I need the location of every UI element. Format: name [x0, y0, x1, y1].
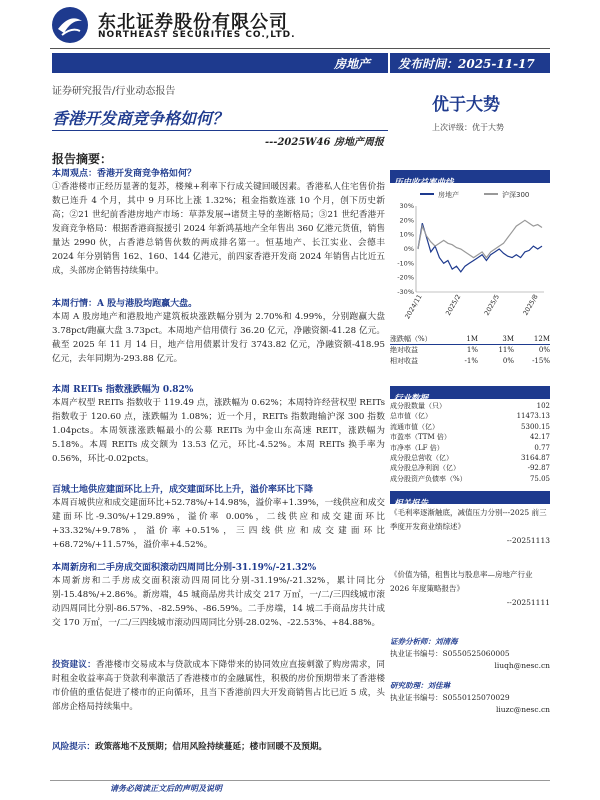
industry-label: 总市值（亿）: [390, 412, 432, 421]
industry-label: 成分股资产负债率（%）: [390, 474, 467, 483]
weekly-tag: ---2025W46 房地产周报: [265, 137, 384, 148]
y-tick-label: -30%: [397, 288, 414, 296]
industry-value: 42.17: [529, 433, 550, 442]
related-report-2[interactable]: [390, 568, 550, 610]
industry-label: 成分股总营收（亿）: [390, 453, 453, 462]
x-tick-label: 2025/8: [521, 293, 540, 317]
industry-value: 3164.87: [521, 453, 550, 462]
reits-text: 本周产权型 REITs 指数收于 119.49 点，涨跌幅为 0.62%；本周特许经营权型 REITs 指数收于 120.60 点，涨跌幅为 1.08%；近一个月，REITs 指数跑输沪深 300 指数 1.04pcts。本周领涨涨跌幅最小的公募 REITs 为中金山东高速 REIT，涨跌幅为 5.18%。本周 REITs 成交额为 13.53 亿元，环比-4.52%。本周 REITs 换手率为 0.56%，环比-0.02pcts。: [52, 398, 385, 464]
analyst-role: 证券分析师：刘清海: [390, 637, 458, 646]
industry-row: [390, 474, 550, 484]
perf-header-3m: 3M: [502, 335, 514, 343]
industry-row: [390, 422, 550, 432]
legend-label: 沪深300: [502, 191, 530, 199]
housing-text: 本周新房和二手房成交面积滚动四周同比分别-31.19%/-21.32%，累计同比分别-15.48%/+2.86%。新房端，45 城商品房共计成交 217 万㎡，一/二/三四线城市滚动四周同比分别-86.57%、-82.59%、-86.59%。二手房端，14 城二手商品房共计成交 170 万㎡，一/二/三四线城市滚动四周同比分别-28.02%、-22.53%、+84.88%。: [52, 576, 385, 628]
view-heading: 本周观点：香港开发商竞争格如何？: [52, 169, 197, 179]
industry-value: -92.87: [527, 464, 550, 473]
industry-row: [390, 453, 550, 463]
title-divider: [52, 130, 388, 131]
previous-rating: 上次评级：优于大势: [432, 123, 504, 132]
y-tick-label: -10%: [397, 259, 414, 268]
perf-row-label: 相对收益: [390, 356, 418, 365]
perf-cell: 11%: [498, 346, 514, 355]
industry-row: [390, 463, 550, 473]
land-text: 本周百城供应和成交建面环比+52.78%/+14.98%，溢价率+1.39%，一线供应和成交建面环比-9.30%/+129.89%，溢价率 0.00%，二线供应和成交建面环比+33.32%/+9.78%，溢价率+0.51%，三四线供应和成交建面环比+68.72%/+11.57%，溢价率+4.52%。: [52, 498, 385, 550]
perf-table: [390, 334, 550, 366]
sector-tag: 房地产: [333, 57, 370, 71]
land-heading: 百城土地供应建面环比上升，成交建面环比上升，溢价率环比下降: [52, 485, 314, 495]
analyst-email[interactable]: liuzc@nesc.cn: [495, 705, 550, 714]
related-report-date: --20251111: [506, 598, 550, 607]
risk-block: [52, 740, 385, 754]
footer-note: 请务必阅读正文后的声明及说明: [110, 783, 222, 793]
industry-value: 75.05: [529, 474, 550, 483]
advice-block: [52, 658, 385, 714]
industry-label: 流通市值（亿）: [390, 422, 439, 431]
related-title-bar: [390, 491, 550, 509]
company-name-cn: 东北证券股份有限公司: [98, 12, 288, 33]
x-tick-label: 2025/5: [482, 293, 502, 317]
footer-divider: [50, 780, 550, 781]
perf-header-1m: 1M: [466, 335, 478, 343]
risk-text: 政策落地不及预期；信用风险持续蔓延；楼市回暖不及预期。: [94, 742, 328, 752]
series-line-csi300: [418, 220, 542, 257]
related-report-1[interactable]: [390, 506, 550, 548]
analyst-2: [390, 680, 550, 716]
chart-title-bar: [390, 170, 550, 188]
related-title: 相关报告: [394, 499, 429, 509]
series-line-real-estate: [418, 223, 542, 272]
perf-header-label: 涨跌幅（%）: [390, 335, 432, 343]
perf-cell: 0%: [502, 356, 514, 365]
y-tick-label: 10%: [399, 230, 414, 239]
perf-table-header: [390, 334, 550, 345]
perf-cell: 0%: [538, 346, 550, 355]
perf-cell: 1%: [466, 346, 478, 355]
stock-heading: 本周行情：A 股与港股均跑赢大盘。: [52, 299, 198, 309]
industry-value: 11473.13: [516, 412, 550, 421]
perf-row-label: 绝对收益: [390, 346, 418, 355]
report-type: 证券研究报告/行业动态报告: [52, 86, 176, 97]
reits-heading: 本周 REITs 指数涨跌幅为 0.82%: [52, 385, 194, 395]
analyst-1: [390, 636, 550, 672]
x-tick-label: 2024/11: [403, 293, 424, 321]
industry-label: 市净率（LF 倍）: [390, 443, 444, 452]
industry-table: [390, 401, 550, 484]
y-tick-label: -20%: [397, 273, 414, 282]
publish-date: 发布时间：2025-11-17: [398, 57, 535, 71]
perf-row: [390, 356, 550, 366]
industry-row: [390, 401, 550, 411]
header-divider: [50, 48, 550, 49]
x-tick-label: 2025/2: [444, 293, 463, 317]
rating: 优于大势: [432, 95, 500, 115]
advice-text: 香港楼市交易成本与贷款成本下降带来的协同效应直接刺激了购房需求，同时租金收益率高于贷款利率激活了香港楼市的金融属性，积极的房价预期带来了香港楼市价值的重估促进了楼市的正向循环，且当下香港前四大开发商销售占比已近 5 成，头部房企格局持续集中。: [52, 660, 385, 712]
analyst-role: 研究助理：刘佳琳: [390, 681, 450, 690]
analyst-cert: 执业证书编号：S0550125070029: [390, 693, 510, 702]
perf-cell: -1%: [464, 356, 478, 365]
legend-label: 房地产: [438, 191, 459, 199]
industry-label: 成分股总净利润（亿）: [390, 464, 460, 473]
y-tick-label: 0%: [403, 245, 414, 253]
related-report-title[interactable]: 《价值为锚，租售比与股息率—房地产行业 2026 年度策略报告》: [390, 570, 533, 593]
summary-heading: 报告摘要：: [52, 152, 113, 166]
industry-label: 成分股数量（只）: [390, 402, 446, 410]
analyst-email[interactable]: liuqh@nesc.cn: [494, 661, 550, 670]
y-tick-label: 30%: [399, 202, 414, 210]
industry-title-bar: [390, 386, 550, 404]
industry-label: 市盈率（TTM 倍）: [390, 433, 451, 442]
return-chart: [390, 184, 550, 324]
related-report-date: --20251113: [506, 536, 550, 545]
view-text: ①香港楼市正经历显著的复苏，楼辣+利率下行成关键回暖因素。香港私人住宅售价指数已连升 4 个月，其中 9 月环比上涨 1.32%；租金指数连涨 10 个月，创下历史新高；②21 世纪前香港房地产市场：草莽发展→诸贤主导的垄断格局；③21 世纪香港开发商竞争格局：根据香港商报援引 2024 年新鸿基地产全年售出 360 亿港元货值，销售量达 2990 伙，占香港总销售伙数的两成排名第一。恒基地产、长江实业、会德丰 2024 年分别销售 162、160、144 亿港元，前四家香港开发商 2024 年销售占比近五成，头部房企销售持续集中。: [52, 182, 385, 276]
chart-title: 历史收益率曲线: [394, 178, 454, 188]
risk-heading: 风险提示：: [52, 742, 95, 752]
industry-title: 行业数据: [394, 394, 429, 404]
industry-value: 102: [536, 402, 550, 410]
housing-heading: 本周新房和二手房成交面积滚动四周同比分别-31.19%/-21.32%: [52, 563, 317, 573]
industry-value: 0.77: [534, 443, 550, 452]
industry-row: [390, 411, 550, 421]
industry-row: [390, 432, 550, 442]
analyst-cert: 执业证书编号：S0550525060005: [390, 649, 510, 658]
y-tick-label: 20%: [399, 216, 414, 225]
industry-value: 5300.15: [521, 422, 550, 431]
company-name-en: NORTHEAST SECURITIES CO.,LTD.: [98, 30, 296, 40]
perf-cell: -15%: [532, 356, 550, 365]
company-logo-icon: [50, 5, 90, 45]
page-title: 香港开发商竞争格如何？: [52, 109, 229, 128]
perf-row: [390, 345, 550, 355]
stock-text: 本周 A 股房地产和港股地产建筑板块涨跌幅分别为 2.70%和 4.99%，分别跑赢大盘 3.78pct/跑赢大盘 3.73pct。本周地产信用债行 36.20 亿元，净融资额-41.28 亿元。截至 2025 年 11 月 14 日，地产信用债累计发行 3743.82 亿元，净融资额-418.95 亿元，去年同期为-293.88 亿元。: [52, 312, 385, 364]
advice-heading: 投资建议：: [52, 660, 96, 670]
industry-row: [390, 443, 550, 453]
related-report-title[interactable]: 《毛利率逐渐触底，减值压力分别---2025 前三季度开发商业绩综述》: [390, 508, 547, 531]
perf-header-12m: 12M: [533, 335, 550, 343]
